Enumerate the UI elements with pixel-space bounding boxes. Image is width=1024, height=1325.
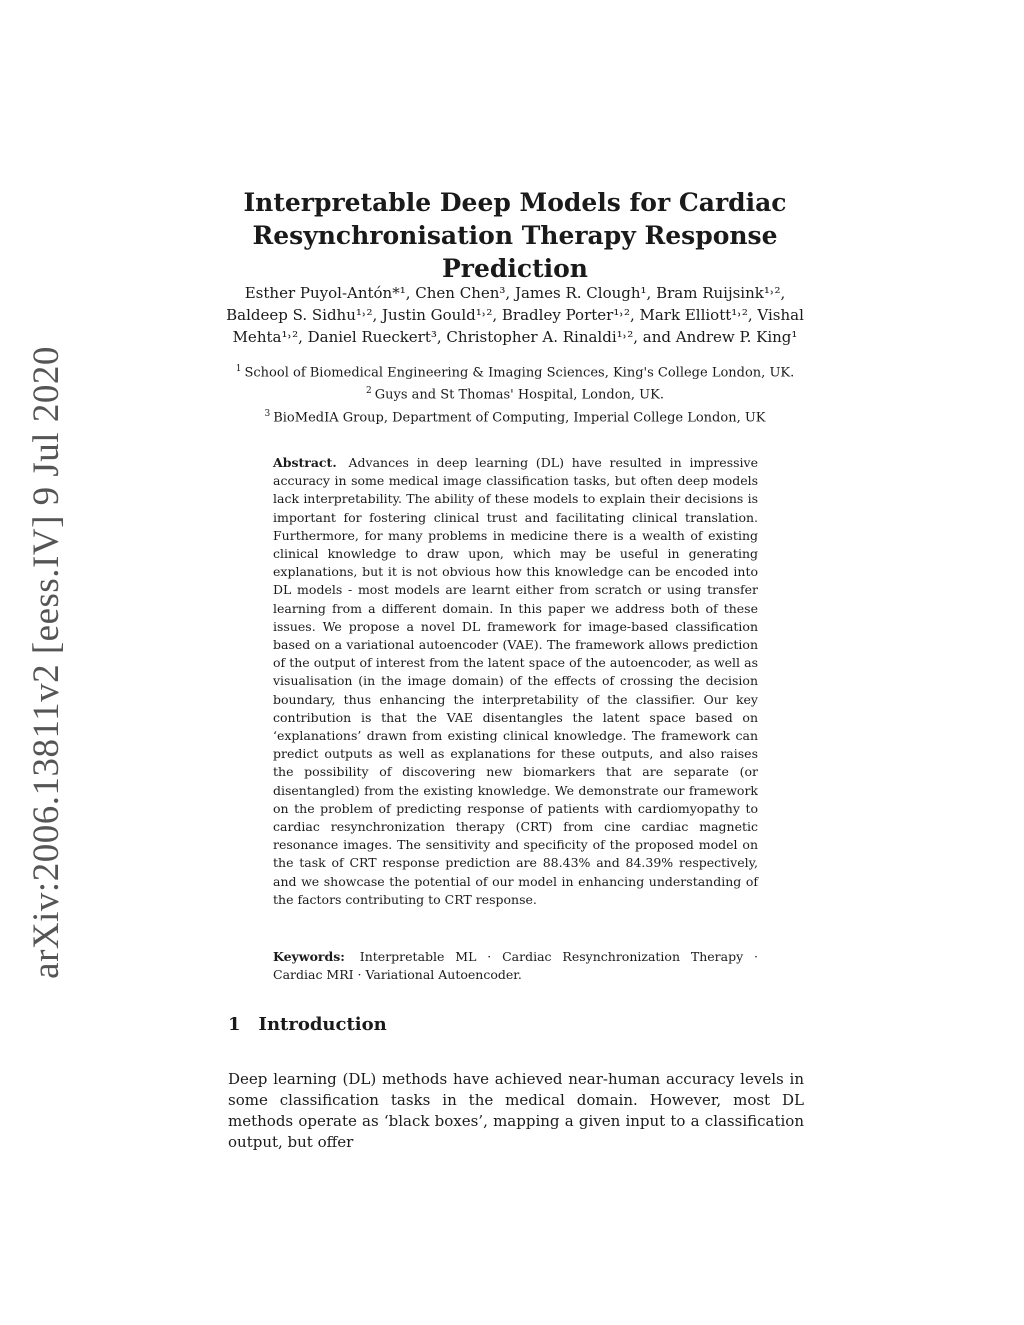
keywords-label: Keywords: [273, 949, 345, 964]
abstract-label: Abstract. [273, 455, 337, 470]
abstract [273, 454, 758, 909]
paper-title-line-2: Resynchronisation Therapy Response Prediction [252, 221, 778, 283]
affiliations [200, 360, 830, 427]
author-line-3: Mehta¹˒², Daniel Rueckert³, Christopher A. Rinaldi¹˒², and Andrew P. King¹ [232, 328, 798, 346]
keywords-text: Interpretable ML · Cardiac Resynchronization Therapy · Cardiac MRI · Variational Autoencoder. [273, 949, 759, 983]
section-title: Introduction [258, 1014, 387, 1035]
affiliation-mark: 1 [235, 364, 242, 374]
affiliation-mark: 2 [366, 386, 372, 397]
author-list [200, 282, 830, 348]
paper-title-line-1: Interpretable Deep Models for Cardiac [243, 188, 787, 217]
author-line-2: Baldeep S. Sidhu¹˒², Justin Gould¹˒², Bradley Porter¹˒², Mark Elliott¹˒², Vishal [226, 306, 804, 324]
arxiv-identifier [16, 345, 76, 979]
affiliation-1 [200, 360, 830, 382]
author-line-1: Esther Puyol-Antón*¹, Chen Chen³, James R. Clough¹, Bram Ruijsink¹˒², [244, 284, 786, 302]
affiliation-mark: 3 [264, 408, 271, 419]
affiliation-text: BioMedIA Group, Department of Computing, Imperial College London, UK [273, 409, 766, 425]
affiliation-3 [200, 405, 830, 427]
affiliation-2 [200, 382, 830, 404]
abstract-text: Advances in deep learning (DL) have resulted in impressive accuracy in some medical image classification tasks, but often deep models lack interpretability. The ability of these models to explain their decisions is important for fostering clinical trust and facilitating clinical translation. Furthermore, for many problems in medicine there is a wealth of existing clinical knowledge to draw upon, which may be useful in generating explanations, but it is not obvious how this knowledge can be encoded into DL models - most models are learnt either from scratch or using transfer learning from a different domain. In this paper we address both of these issues. We propose a novel DL framework for image-based classification based on a variational autoencoder (VAE). The framework allows prediction of the output of interest from the latent space of the autoencoder, as well as visualisation (in the image domain) of the effects of crossing the decision boundary, thus enhancing the interpretability of the classifier. Our key contribution is that the VAE disentangles the latent space based on ‘explanations’ drawn from existing clinical knowledge. The framework can predict outputs as well as explanations for these outputs, and also raises the possibility of discovering new biomarkers that are separate (or disentangled) from the existing knowledge. We demonstrate our framework on the problem of predicting response of patients with cardiomyopathy to cardiac resynchronization therapy (CRT) from cine cardiac magnetic resonance images. The sensitivity and specificity of the proposed model on the task of CRT response prediction are 88.43% and 84.39% respectively, and we showcase the potential of our model in enhancing understanding of the factors contributing to CRT response. [273, 455, 758, 907]
keywords [273, 948, 758, 984]
arxiv-identifier-text: arXiv:2006.13811v2 [eess.IV] 9 Jul 2020 [25, 345, 67, 979]
affiliation-text: Guys and St Thomas' Hospital, London, UK. [374, 387, 664, 403]
paper-title [180, 186, 850, 285]
affiliation-text: School of Biomedical Engineering & Imaging Sciences, King's College London, UK. [244, 365, 795, 381]
section-number: 1 [228, 1014, 241, 1035]
section-heading [228, 1014, 387, 1035]
introduction-paragraph: Deep learning (DL) methods have achieved near-human accuracy levels in some classification tasks in the medical domain. However, most DL methods operate as ‘black boxes’, mapping a given input to a classification output, but offer [228, 1070, 804, 1151]
